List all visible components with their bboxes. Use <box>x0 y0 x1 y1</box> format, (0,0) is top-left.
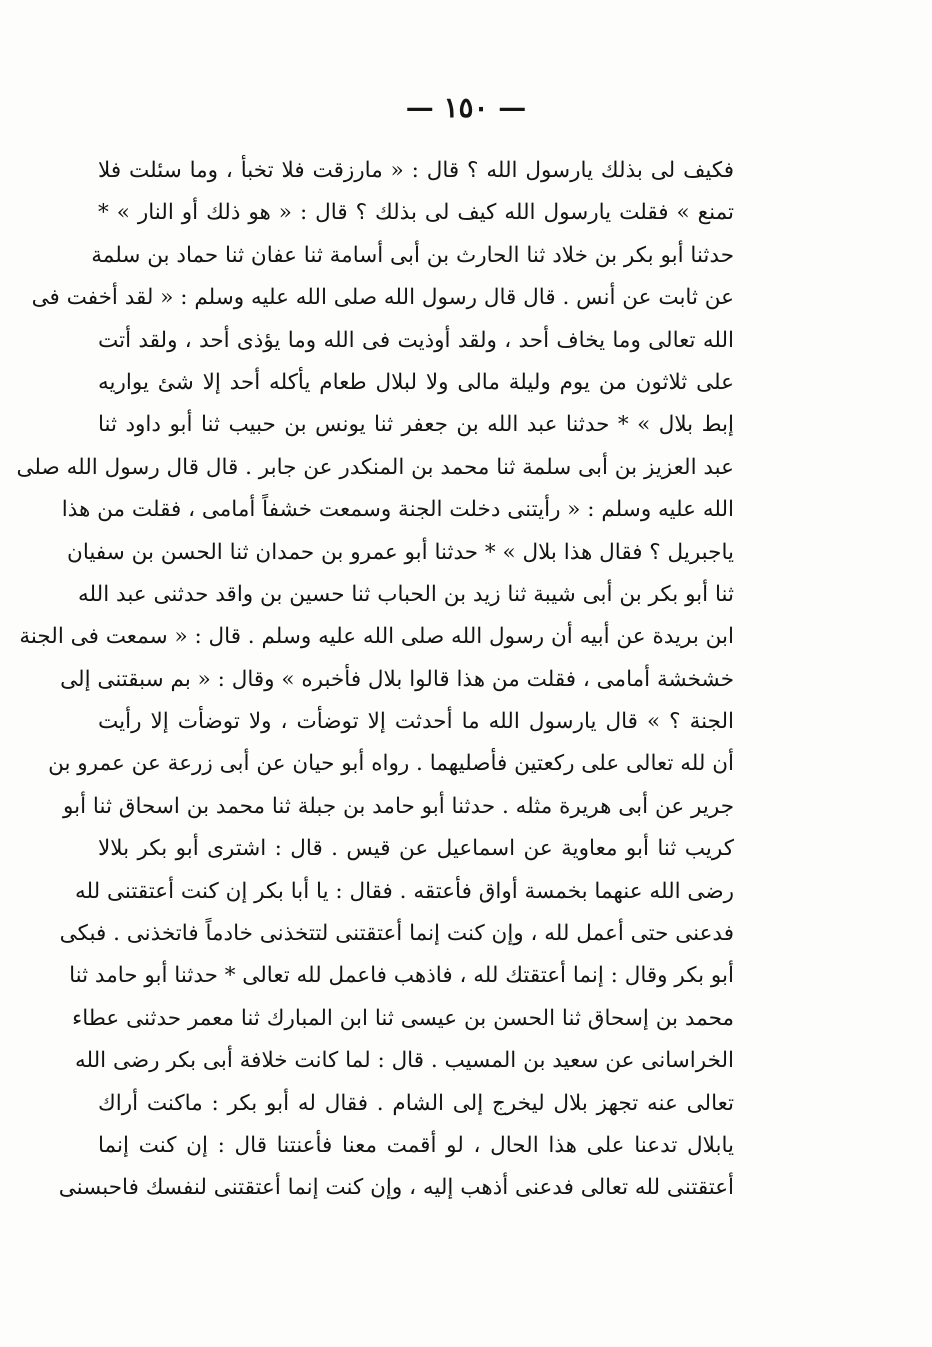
text-line: أعتقتنى لله تعالى فدعنى أذهب إليه ، وإن كنت إنما أعتقتنى لنفسك فاحبسنى <box>58 1175 734 1201</box>
text-line: محمد بن إسحاق ثنا الحسن بن عيسى ثنا ابن المبارك ثنا معمر حدثنى عطاء <box>72 1005 734 1031</box>
text-line: فدعنى حتى أعمل لله ، وإن كنت إنما أعتقتنى لتتخذنى خادماً فاتخذنى . فبكى <box>59 921 734 947</box>
text-line: رضى الله عنهما بخمسة أواق فأعتقه . فقال : يا أبا بكر إن كنت أعتقتنى لله <box>74 878 734 904</box>
text-line: أبو بكر وقال : إنما أعتقتك لله ، فاذهب فاعمل لله تعالى * حدثنا أبو حامد ثنا <box>69 963 734 989</box>
text-line: كريب ثنا أبو معاوية عن اسماعيل عن قيس . قال : اشترى أبو بكر بلالا <box>98 836 734 862</box>
text-line: الله تعالى وما يخاف أحد ، ولقد أوذيت فى الله وما يؤذى أحد ، ولقد أتت <box>98 327 734 353</box>
text-line: فكيف لى بذلك يارسول الله ؟ قال : « مارزقت فلا تخبأ ، وما سئلت فلا <box>98 158 734 183</box>
text-line: تمنع » فقلت يارسول الله كيف لى بذلك ؟ قال : « هو ذلك أو النار » * <box>98 200 734 226</box>
text-line: الله عليه وسلم : « رأيتنى دخلت الجنة وسمعت خشفاً أمامى ، فقلت من هذا <box>61 497 734 523</box>
text-line: تعالى عنه تجهز بلال ليخرج إلى الشام . فقال له أبو بكر : ماكنت أراك <box>98 1090 734 1116</box>
text-line: إبط بلال » * حدثنا عبد الله بن جعفر ثنا يونس بن حبيب ثنا أبو داود ثنا <box>98 412 734 438</box>
text-line: عن ثابت عن أنس . قال قال رسول الله صلى الله عليه وسلم : « لقد أخفت فى <box>31 285 734 311</box>
text-line: جرير عن أبى هريرة مثله . حدثنا أبو حامد بن جبلة ثنا محمد بن اسحاق ثنا أبو <box>63 793 734 819</box>
text-line: على ثلاثون من يوم وليلة مالى ولا لبلال طعام يأكله أحد إلا شئ يواريه <box>98 369 734 395</box>
text-line: الجنة ؟ » قال يارسول الله ما أحدثت إلا توضأت ، ولا توضأت إلا رأيت <box>98 709 734 735</box>
body-text <box>16 150 734 1210</box>
text-line: ابن بريدة عن أبيه أن رسول الله صلى الله عليه وسلم . قال : « سمعت فى الجنة <box>19 624 734 650</box>
text-line: الخراسانى عن سعيد بن المسيب . قال : لما كانت خلافة أبى بكر رضى الله <box>74 1048 734 1074</box>
text-line: ياجبريل ؟ فقال هذا بلال » * حدثنا أبو عمرو بن حمدان ثنا الحسن بن سفيان <box>67 539 734 565</box>
text-line: ثنا أبو بكر بن أبى شيبة ثنا زيد بن الحباب ثنا حسين بن واقد حدثنى عبد الله <box>78 581 734 607</box>
text-line: عبد العزيز بن أبى سلمة ثنا محمد بن المنكدر عن جابر . قال قال رسول الله صلى <box>16 454 734 480</box>
text-line: خشخشة أمامى ، فقلت من هذا قالوا بلال فأخبره » وقال : « بم سبقتنى إلى <box>60 666 734 692</box>
page-number: — ١٥٠ — <box>405 91 527 124</box>
text-line: يابلال تدعنا على هذا الحال ، لو أقمت معنا فأعنتنا قال : إن كنت إنما <box>98 1132 734 1158</box>
text-line: أن لله تعالى على ركعتين فأصليهما . رواه أبو حيان عن أبى زرعة عن عمرو بن <box>48 751 734 777</box>
text-line: حدثنا أبو بكر بن خلاد ثنا الحارث بن أبى أسامة ثنا عفان ثنا حماد بن سلمة <box>91 242 734 268</box>
